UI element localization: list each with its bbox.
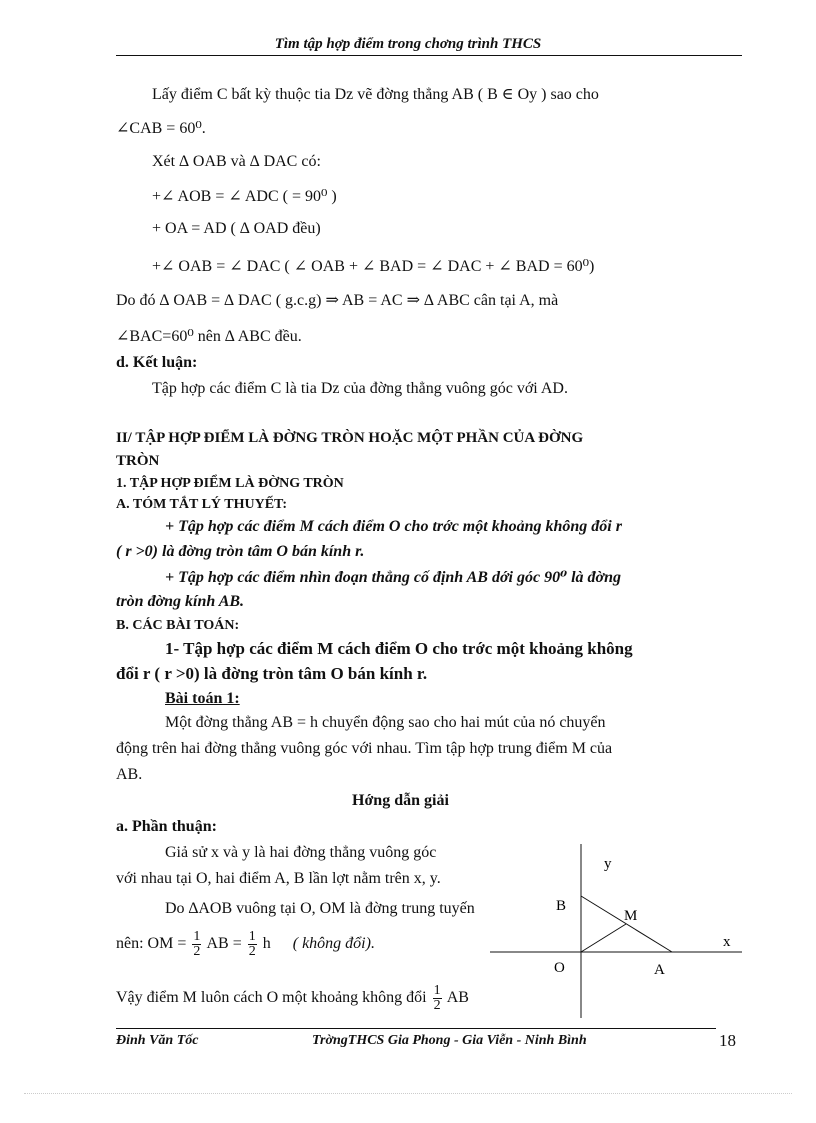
theory-line: + Tập hợp các điểm M cách điểm O cho trớc một khoảng không đổi r — [165, 518, 622, 535]
text-line: +∠ OAB = ∠ DAC ( ∠ OAB + ∠ BAD = ∠ DAC + ∠ BAD = 60⁰) — [152, 258, 595, 275]
formula-text: AB — [446, 989, 469, 1007]
text-line: + OA = AD ( ∆ OAD đều) — [152, 220, 321, 237]
theory-line: ( r >0) là đờng tròn tâm O bán kính r. — [116, 543, 365, 560]
page-header: Tìm tập hợp điểm trong chơng trình THCS — [274, 36, 542, 52]
theory-line: + Tập hợp các điểm nhìn đoạn thẳng cố định AB dới góc 90⁰ là đờng — [165, 569, 622, 586]
formula-text: Vậy điểm M luôn cách O một khoảng không đổi — [116, 989, 427, 1007]
problem-title: đổi r ( r >0) là đờng tròn tâm O bán kính r. — [116, 664, 428, 683]
text-line: AB. — [116, 766, 143, 783]
text-line: Lấy điểm C bất kỳ thuộc tia Dz vẽ đờng thẳng AB ( B ∈ Oy ) sao cho — [152, 86, 599, 103]
fraction-denominator: 2 — [193, 944, 201, 959]
formula-text: nên: OM = — [116, 935, 187, 953]
header-rule — [116, 55, 742, 56]
text-line: Xét ∆ OAB và ∆ DAC có: — [152, 153, 321, 170]
text-line: Do ∆AOB vuông tại O, OM là đờng trung tuyến — [165, 900, 475, 917]
text-line: +∠ AOB = ∠ ADC ( = 90⁰ ) — [152, 188, 337, 205]
geometry-figure — [490, 840, 750, 1020]
footer-school: TrờngTHCS Gia Phong - Gia Viễn - Ninh Bình — [312, 1033, 587, 1048]
text-line: Giả sử x và y là hai đờng thẳng vuông góc — [165, 844, 437, 861]
theory-line: tròn đờng kính AB. — [116, 593, 245, 610]
section-heading: B. CÁC BÀI TOÁN: — [116, 618, 240, 633]
formula-line — [116, 930, 375, 959]
label-x: x — [723, 934, 731, 950]
formula-text: AB = — [206, 935, 242, 953]
solution-heading: Hớng dẫn giải — [352, 792, 449, 809]
page-number: 18 — [719, 1031, 736, 1050]
text-line: Một đờng thẳng AB = h chuyển động sao cho hai mút của nó chuyển — [165, 714, 606, 731]
label-m: M — [624, 908, 638, 924]
fraction-half — [433, 984, 442, 1013]
fraction-numerator: 1 — [248, 929, 256, 944]
problem-label: Bài toán 1: — [165, 690, 240, 707]
fraction-numerator: 1 — [193, 929, 201, 944]
fraction-half — [192, 930, 201, 959]
segment-om — [581, 924, 626, 952]
page-edge — [24, 1093, 792, 1094]
label-b: B — [556, 898, 567, 914]
label-y: y — [604, 856, 612, 872]
fraction-denominator: 2 — [433, 998, 441, 1013]
section-heading: d. Kết luận: — [116, 354, 198, 371]
section-heading: 1. TẬP HỢP ĐIỂM LÀ ĐỜNG TRÒN — [116, 476, 344, 491]
formula-line — [116, 984, 469, 1013]
formula-text: h — [262, 935, 271, 953]
text-line: động trên hai đờng thẳng vuông góc với nhau. Tìm tập hợp trung điểm M của — [116, 740, 613, 757]
footer-author: Đinh Văn Tốc — [116, 1033, 199, 1048]
section-heading: TRÒN — [116, 453, 160, 469]
section-heading: A. TÓM TẮT LÝ THUYẾT: — [116, 497, 288, 512]
footer-rule — [116, 1028, 716, 1029]
formula-note: ( không đổi). — [292, 935, 375, 953]
section-heading: II/ TẬP HỢP ĐIỂM LÀ ĐỜNG TRÒN HOẶC MỘT PHẦN CỦA ĐỜNG — [116, 430, 584, 446]
fraction-numerator: 1 — [433, 983, 441, 998]
text-line: với nhau tại O, hai điểm A, B lần lợt nằm trên x, y. — [116, 870, 441, 887]
text-line: Do đó ∆ OAB = ∆ DAC ( g.c.g) ⇒ AB = AC ⇒ ∆ ABC cân tại A, mà — [116, 292, 559, 309]
text-line: ∠CAB = 60⁰. — [116, 120, 206, 137]
fraction-denominator: 2 — [248, 944, 256, 959]
problem-title: 1- Tập hợp các điểm M cách điểm O cho trớc một khoảng không — [165, 639, 633, 658]
label-a: A — [654, 962, 665, 978]
fraction-half — [248, 930, 257, 959]
section-heading: a. Phần thuận: — [116, 818, 217, 835]
text-line: Tập hợp các điểm C là tia Dz của đờng thẳng vuông góc với AD. — [152, 380, 568, 397]
text-line: ∠BAC=60⁰ nên ∆ ABC đều. — [116, 328, 302, 345]
label-o: O — [554, 960, 565, 976]
